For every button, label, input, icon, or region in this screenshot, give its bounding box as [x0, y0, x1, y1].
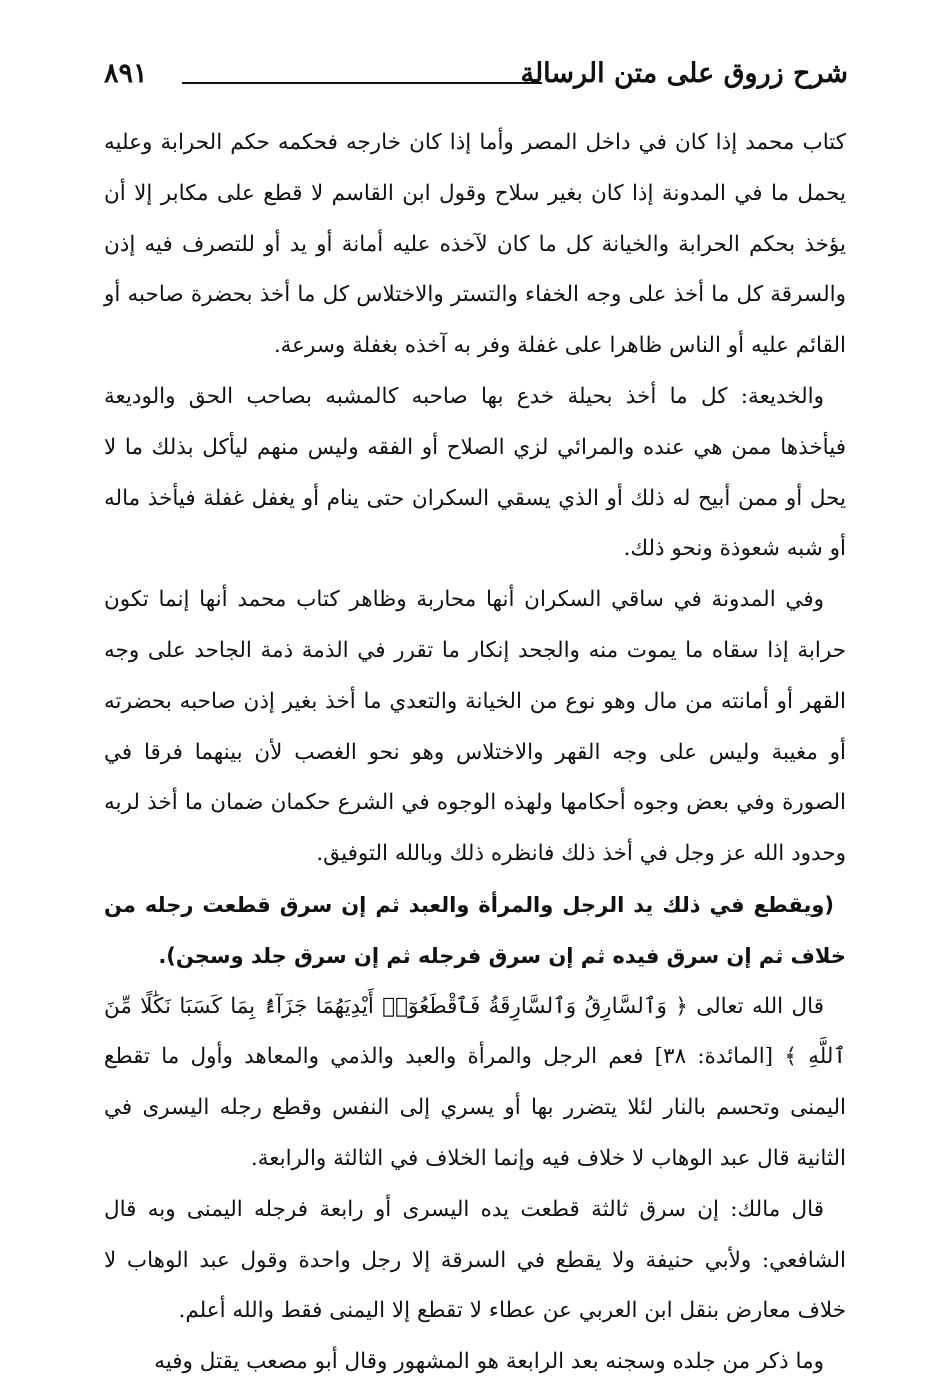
paragraph-malik: قال مالك: إن سرق ثالثة قطعت يده اليسرى أو رابعة فرجله اليمنى وبه قال الشافعي: ولأبي حنيفة ولا يقطع في السرقة إلا رجل واحدة وقول عبد الوهاب لا خلاف معارض بنقل ابن العربي عن عطاء لا تقطع إلا اليمنى فقط والله أعلم.: [104, 1196, 846, 1324]
body-text: [104, 118, 846, 1388]
paragraph-deception: والخديعة: كل ما أخذ بحيلة خدع بها صاحبه كالمشبه بصاحب الحق والوديعة فيأخذها ممن هي عنده والمرائي لزي الصلاح أو الفقه وليس منهم ليأكل بذلك ما لا يحل أو ممن أبيح له ذلك أو الذي يسقي السكران حتى ينام أو يغفل غفلة فيأخذ ماله أو شبه شعوذة ونحو ذلك.: [104, 383, 846, 562]
header-rule: [182, 82, 542, 84]
paragraph-continuation: كتاب محمد إذا كان في داخل المصر وأما إذا كان خارجه فحكمه حكم الحرابة وعليه يحمل ما في المدونة إذا كان بغير سلاح وقول ابن القاسم لا قطع على مكابر إلا أن يؤخذ بحكم الحرابة والخيانة كل ما كان لآخذه عليه أمانة أو يد أو للتصرف فيه إذن والسرقة كل ما أخذ على وجه الخفاء والتستر والاختلاس كل ما أخذ بحضرة صاحبه أو القائم عليه أو الناس ظاهرا على غفلة وفر به آخذه بغفلة وسرعة.: [104, 130, 846, 359]
paragraph-mudawwana: وفي المدونة في ساقي السكران أنها محاربة وظاهر كتاب محمد أنها إنما تكون حرابة إذا سقاه ما يموت منه والجحد إنكار ما تقرر في الذمة ذمة الجاحد على وجه القهر أو أمانته من مال وهو نوع من الخيانة والتعدي ما أخذ بغير إذن صاحبه بحضرته أو مغيبة وليس على وجه القهر والاختلاس وهو نحو الغصب لأن بينهما فرقا في الصورة وفي بعض وجوه أحكامها ولهذه الوجوه في الشرع حكمان ضمان ما أخذ لربه وحدود الله عز وجل في أخذ ذلك فانظره ذلك وبالله التوفيق.: [104, 587, 846, 867]
paragraph-final: وما ذكر من جلده وسجنه بعد الرابعة هو المشهور وقال أبو مصعب يقتل وفيه: [154, 1349, 824, 1375]
paragraph-quran-verse: قال الله تعالى ﴿ وَٱلسَّارِقُ وَٱلسَّارِقَةُ فَٱقْطَعُوٓا۟ أَيْدِيَهُمَا جَزَآءًۢ بِمَا كَسَبَا نَكَٰلًا مِّنَ ٱللَّهِ ﴾ [المائدة: ٣٨] فعم الرجل والمرأة والعبد والذمي والمعاهد وأول ما تقطع اليمنى وتحسم بالنار لئلا يتضرر بها أو يسري إلى النفس وقطع رجله اليسرى في الثانية قال عبد الوهاب لا خلاف فيه وإنما الخلاف في الثالثة والرابعة.: [104, 993, 846, 1171]
header-title: شرح زروق على متن الرسالة: [520, 58, 848, 89]
running-header: [104, 58, 848, 102]
page-number: ٨٩١: [104, 58, 148, 89]
matn-text: (ويقطع في ذلك يد الرجل والمرأة والعبد ثم إن سرق قطعت رجله من خلاف ثم إن سرق فيده ثم إن سرق فرجله ثم إن سرق جلد وسجن).: [104, 892, 846, 968]
